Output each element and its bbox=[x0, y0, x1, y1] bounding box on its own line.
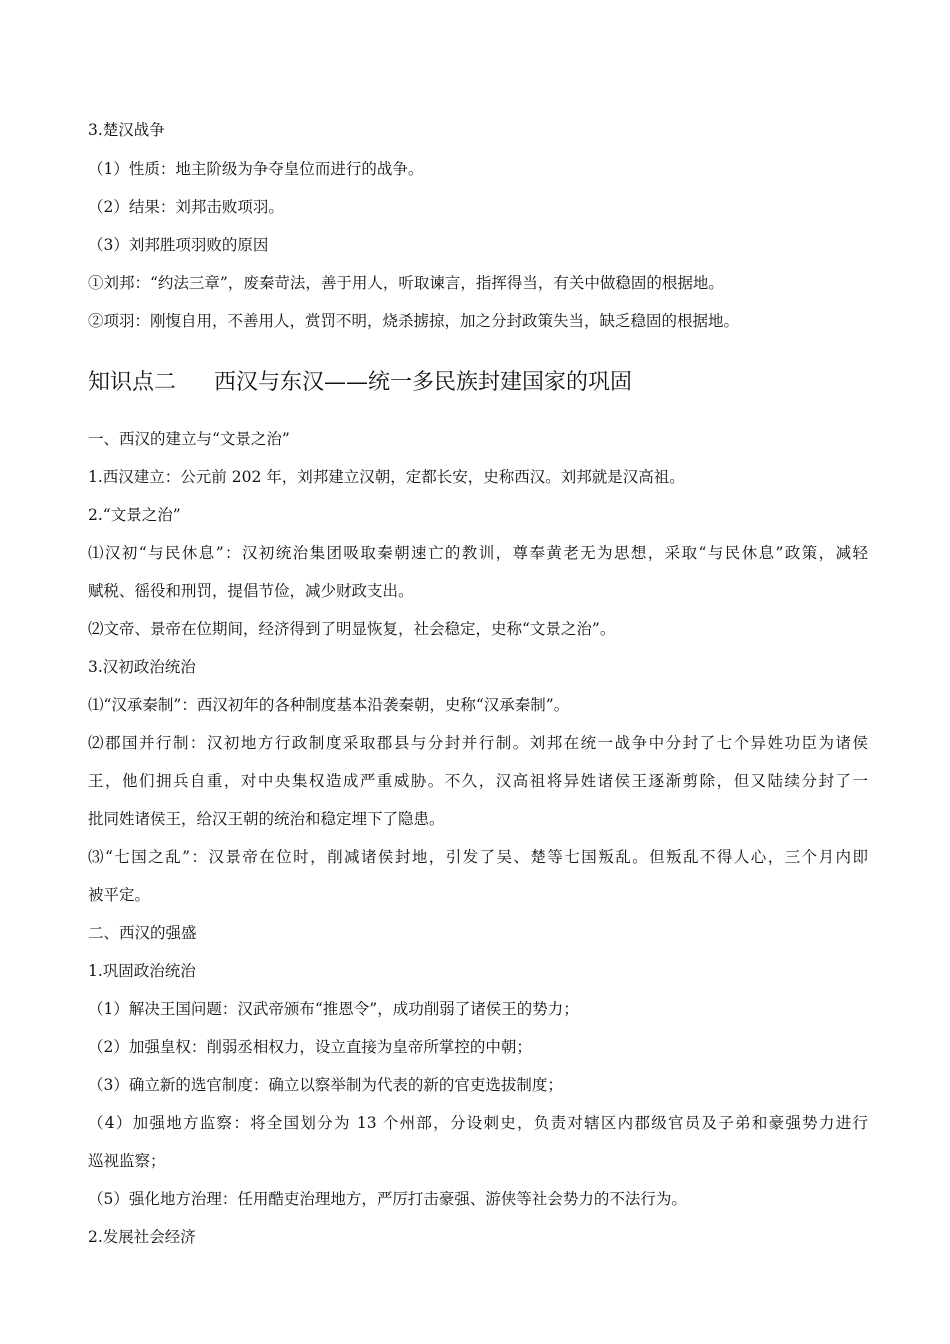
section-title-chu-han-war: 3.楚汉战争 bbox=[88, 121, 165, 139]
paragraph-line: ⑴汉初“与民休息”：汉初统治集团吸取秦朝速亡的教训，尊奉黄老无为思想，采取“与民休息”政策，减轻 bbox=[88, 544, 868, 562]
list-item: ①刘邦：“约法三章”，废秦苛法，善于用人，听取谏言，指挥得当，有关中做稳固的根据地。 bbox=[88, 274, 724, 292]
list-item: （1）性质：地主阶级为争夺皇位而进行的战争。 bbox=[88, 160, 424, 178]
knowledge-point-title: 西汉与东汉——统一多民族封建国家的巩固 bbox=[214, 370, 633, 395]
paragraph-line: 赋税、徭役和刑罚，提倡节俭，减少财政支出。 bbox=[88, 582, 414, 600]
subsection-title: 2.发展社会经济 bbox=[88, 1228, 196, 1246]
part-heading-western-han-founding: 一、西汉的建立与“文景之治” bbox=[88, 430, 290, 448]
paragraph-line: 王，他们拥兵自重，对中央集权造成严重威胁。不久，汉高祖将异姓诸侯王逐渐剪除，但又陆续分封了一 bbox=[88, 772, 868, 790]
list-item: ②项羽：刚愎自用，不善用人，赏罚不明，烧杀掳掠，加之分封政策失当，缺乏稳固的根据地。 bbox=[88, 312, 740, 330]
part-heading-western-han-prosperity: 二、西汉的强盛 bbox=[88, 924, 197, 942]
subsection-title: 3.汉初政治统治 bbox=[88, 658, 196, 676]
list-item-line: 巡视监察； bbox=[88, 1152, 166, 1170]
subsection-title: 1.巩固政治统治 bbox=[88, 962, 196, 980]
paragraph: 1.西汉建立：公元前 202 年，刘邦建立汉朝，定都长安，史称西汉。刘邦就是汉高祖。 bbox=[88, 468, 685, 486]
list-item: （3）确立新的选官制度：确立以察举制为代表的新的官吏选拔制度； bbox=[88, 1076, 563, 1094]
list-item: （3）刘邦胜项羽败的原因 bbox=[88, 236, 269, 254]
list-item-line: （4）加强地方监察：将全国划分为 13 个州部，分设刺史，负责对辖区内郡级官员及子弟和豪强势力进行 bbox=[88, 1114, 868, 1132]
list-item: （2）结果：刘邦击败项羽。 bbox=[88, 198, 284, 216]
knowledge-point-label: 知识点二 bbox=[88, 370, 177, 395]
paragraph: ⑵文帝、景帝在位期间，经济得到了明显恢复，社会稳定，史称“文景之治”。 bbox=[88, 620, 616, 638]
list-item: （2）加强皇权：削弱丞相权力，设立直接为皇帝所掌控的中朝； bbox=[88, 1038, 532, 1056]
list-item: （1）解决王国问题：汉武帝颁布“推恩令”，成功削弱了诸侯王的势力； bbox=[88, 1000, 579, 1018]
knowledge-point-heading bbox=[88, 363, 632, 403]
list-item: （5）强化地方治理：任用酷吏治理地方，严厉打击豪强、游侠等社会势力的不法行为。 bbox=[88, 1190, 687, 1208]
paragraph-line: 批同姓诸侯王，给汉王朝的统治和稳定埋下了隐患。 bbox=[88, 810, 445, 828]
paragraph-line: 被平定。 bbox=[88, 886, 151, 904]
paragraph: ⑴“汉承秦制”：西汉初年的各种制度基本沿袭秦朝，史称“汉承秦制”。 bbox=[88, 696, 570, 714]
subsection-title: 2.“文景之治” bbox=[88, 506, 181, 524]
paragraph-line: ⑶“七国之乱”：汉景帝在位时，削减诸侯封地，引发了吴、楚等七国叛乱。但叛乱不得人心，三个月内即 bbox=[88, 848, 868, 866]
paragraph-line: ⑵郡国并行制：汉初地方行政制度采取郡县与分封并行制。刘邦在统一战争中分封了七个异姓功臣为诸侯 bbox=[88, 734, 868, 752]
